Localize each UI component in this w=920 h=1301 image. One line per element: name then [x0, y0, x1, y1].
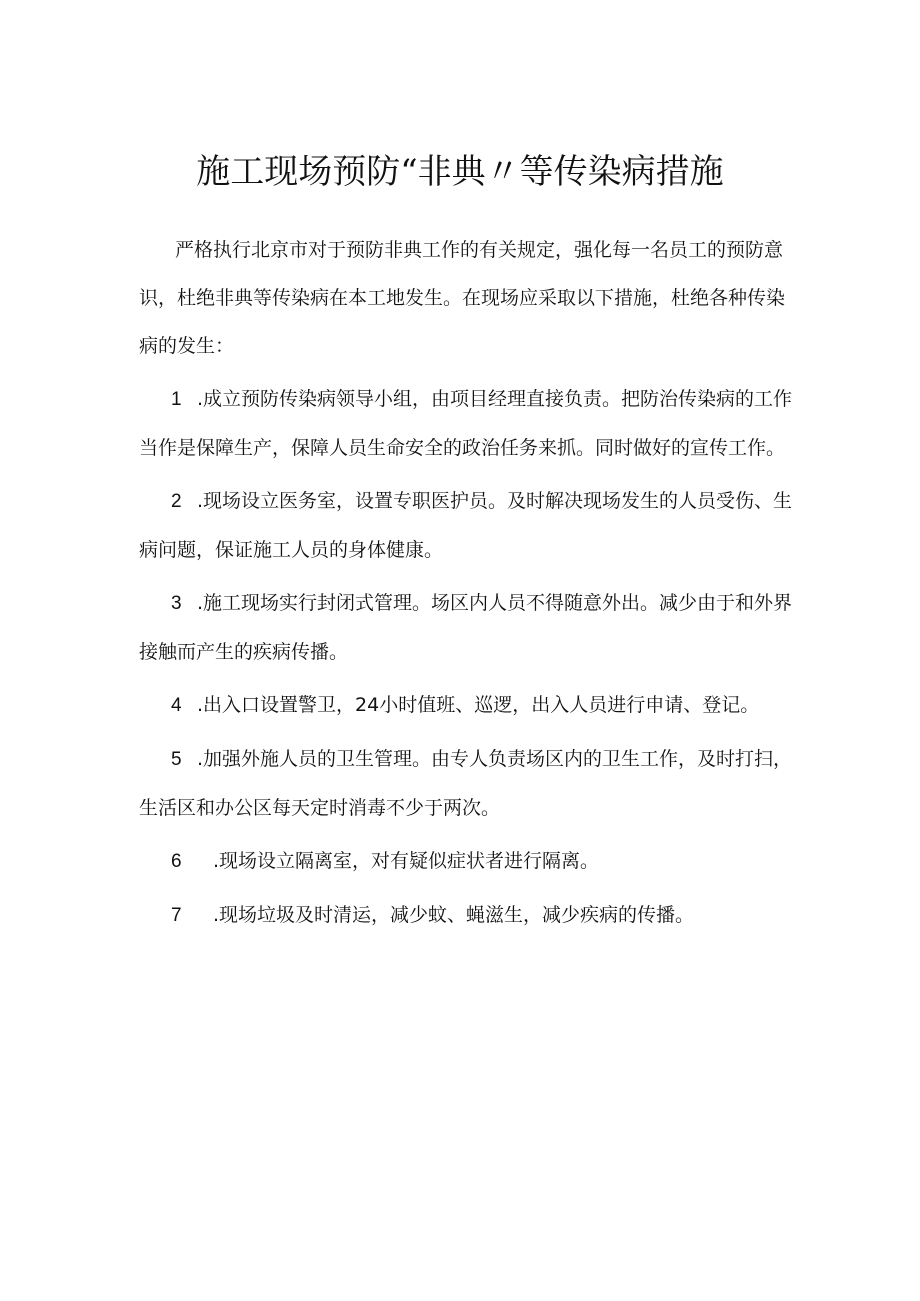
- item-text: .现场垃圾及时清运，减少蚊、蝇滋生，减少疾病的传播。: [213, 904, 695, 926]
- item-text: .现场设立医务室，设置专职医护员。及时解决现场发生的人员受伤、生病问题，保证施工人员的身体健康。: [139, 490, 793, 561]
- item-number: 1: [171, 389, 182, 410]
- list-item-4: [139, 681, 799, 730]
- list-item-6: [139, 837, 799, 886]
- item-number: 2: [171, 491, 182, 512]
- document-body: [139, 226, 799, 945]
- document-title: 施工现场预防“非典〃等传染病措施: [196, 152, 724, 192]
- list-item-1: [139, 375, 799, 472]
- list-item-2: [139, 477, 799, 574]
- list-item-5: [139, 735, 799, 832]
- item-text: .施工现场实行封闭式管理。场区内人员不得随意外出。减少由于和外界接触而产生的疾病传播。: [139, 592, 793, 663]
- list-item-3: [139, 579, 799, 676]
- list-item-7: [139, 891, 799, 940]
- item-number: 4: [171, 695, 182, 716]
- item-text: .加强外施人员的卫生管理。由专人负责场区内的卫生工作，及时打扫，生活区和办公区每天定时消毒不少于两次。: [139, 748, 793, 819]
- item-text: .出入口设置警卫，24小时值班、巡逻，出入人员进行申请、登记。: [197, 694, 760, 716]
- item-number: 6: [171, 851, 182, 872]
- intro-paragraph: 严格执行北京市对于预防非典工作的有关规定，强化每一名员工的预防意识，杜绝非典等传染病在本工地发生。在现场应采取以下措施，杜绝各种传染病的发生：: [139, 239, 786, 357]
- item-text: .现场设立隔离室，对有疑似症状者进行隔离。: [213, 850, 600, 872]
- item-text: .成立预防传染病领导小组，由项目经理直接负责。把防治传染病的工作当作是保障生产，保障人员生命安全的政治任务来抓。同时做好的宣传工作。: [139, 388, 793, 459]
- item-number: 7: [171, 905, 182, 926]
- item-number: 3: [171, 593, 182, 614]
- item-number: 5: [171, 749, 182, 770]
